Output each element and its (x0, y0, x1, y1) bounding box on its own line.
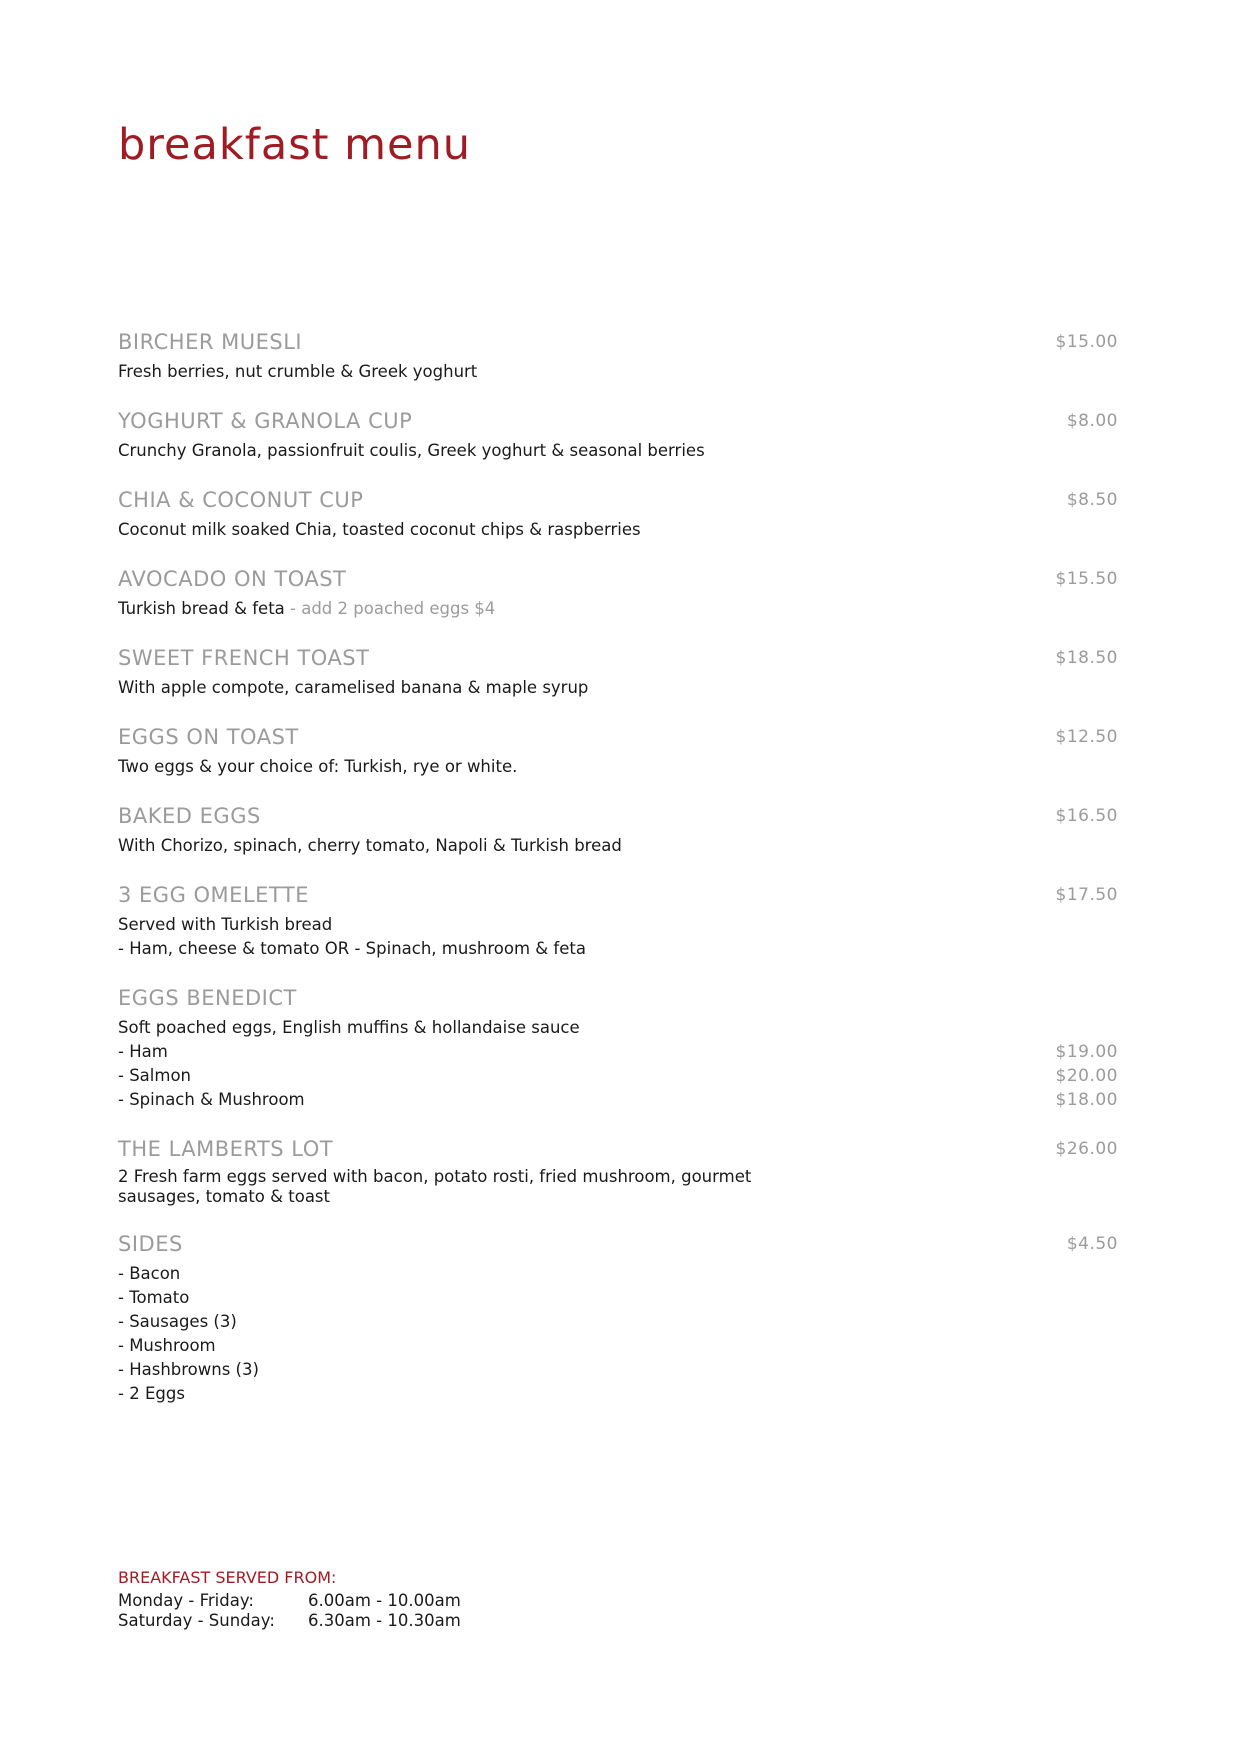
item-name: THE LAMBERTS LOT (118, 1137, 334, 1161)
hours-time: 6.30am - 10.30am (308, 1611, 461, 1630)
menu-item-3-egg-omelette (118, 883, 1118, 961)
item-option (118, 1040, 1118, 1064)
menu-item-avocado-on-toast (118, 567, 1118, 621)
item-price: $15.50 (1055, 569, 1118, 589)
hours-time: 6.00am - 10.00am (308, 1591, 461, 1610)
menu-item-the-lamberts-lot (118, 1137, 1118, 1207)
hours-title: BREAKFAST SERVED FROM: (118, 1568, 337, 1587)
hours-row-weekday (118, 1591, 461, 1611)
item-header (118, 804, 1118, 834)
item-name: EGGS BENEDICT (118, 986, 297, 1010)
item-header (118, 1232, 1118, 1262)
item-header (118, 488, 1118, 518)
side-option: - Sausages (3) (118, 1312, 237, 1331)
item-header (118, 1137, 1118, 1167)
item-option-price: $19.00 (1055, 1042, 1118, 1062)
item-price: $8.50 (1066, 490, 1118, 510)
item-description: Two eggs & your choice of: Turkish, rye or white. (118, 757, 518, 776)
item-price: $17.50 (1055, 885, 1118, 905)
item-header (118, 986, 1118, 1016)
item-header (118, 567, 1118, 597)
item-header (118, 883, 1118, 913)
item-price: $26.00 (1055, 1139, 1118, 1159)
item-description: 2 Fresh farm eggs served with bacon, potato rosti, fried mushroom, gourmet sausages, tomato & toast (118, 1167, 752, 1206)
item-name: CHIA & COCONUT CUP (118, 488, 364, 512)
item-header (118, 409, 1118, 439)
item-name: EGGS ON TOAST (118, 725, 299, 749)
item-price: $16.50 (1055, 806, 1118, 826)
item-price: $15.00 (1055, 332, 1118, 352)
menu-item-sweet-french-toast (118, 646, 1118, 700)
menu-item-bircher-muesli (118, 330, 1118, 384)
item-name: SWEET FRENCH TOAST (118, 646, 370, 670)
item-description: Fresh berries, nut crumble & Greek yoghurt (118, 362, 478, 381)
menu-item-chia-coconut-cup (118, 488, 1118, 542)
menu-item-baked-eggs (118, 804, 1118, 858)
item-description: With apple compote, caramelised banana & maple syrup (118, 678, 589, 697)
menu-item-eggs-on-toast (118, 725, 1118, 779)
item-header (118, 725, 1118, 755)
item-description: Served with Turkish bread (118, 915, 333, 934)
side-option: - Hashbrowns (3) (118, 1360, 259, 1379)
item-price: $18.50 (1055, 648, 1118, 668)
item-price: $4.50 (1066, 1234, 1118, 1254)
item-description-text: Turkish bread & feta (118, 599, 285, 618)
hours-row-weekend (118, 1611, 461, 1631)
item-header (118, 330, 1118, 360)
item-name: BAKED EGGS (118, 804, 261, 828)
item-description: Soft poached eggs, English muffins & hollandaise sauce (118, 1018, 580, 1037)
item-price: $12.50 (1055, 727, 1118, 747)
hours-days: Monday - Friday: (118, 1591, 254, 1610)
item-option-price: $20.00 (1055, 1066, 1118, 1086)
item-description: Crunchy Granola, passionfruit coulis, Greek yoghurt & seasonal berries (118, 441, 705, 460)
side-option: - 2 Eggs (118, 1384, 185, 1403)
item-option (118, 1064, 1118, 1088)
menu-item-yoghurt-granola-cup (118, 409, 1118, 463)
menu-item-eggs-benedict (118, 986, 1118, 1112)
item-header (118, 646, 1118, 676)
item-option-label: - Salmon (118, 1066, 191, 1085)
menu-list (118, 330, 1118, 1431)
item-price: $8.00 (1066, 411, 1118, 431)
breakfast-hours (118, 1568, 461, 1631)
item-name: BIRCHER MUESLI (118, 330, 303, 354)
item-addon-note: - add 2 poached eggs $4 (284, 599, 496, 618)
item-name: SIDES (118, 1232, 183, 1256)
hours-days: Saturday - Sunday: (118, 1611, 275, 1630)
menu-item-sides (118, 1232, 1118, 1406)
item-name: 3 EGG OMELETTE (118, 883, 309, 907)
side-option: - Bacon (118, 1264, 181, 1283)
item-description: Coconut milk soaked Chia, toasted coconut chips & raspberries (118, 520, 641, 539)
page-title: breakfast menu (118, 120, 472, 170)
item-option-label: - Ham (118, 1042, 168, 1061)
item-name: YOGHURT & GRANOLA CUP (118, 409, 413, 433)
item-options-text: - Ham, cheese & tomato OR - Spinach, mushroom & feta (118, 939, 586, 958)
side-option: - Mushroom (118, 1336, 216, 1355)
item-option-price: $18.00 (1055, 1090, 1118, 1110)
item-description (118, 597, 1118, 621)
item-option-label: - Spinach & Mushroom (118, 1090, 305, 1109)
item-name: AVOCADO ON TOAST (118, 567, 347, 591)
item-option (118, 1088, 1118, 1112)
item-description: With Chorizo, spinach, cherry tomato, Napoli & Turkish bread (118, 836, 622, 855)
side-option: - Tomato (118, 1288, 190, 1307)
